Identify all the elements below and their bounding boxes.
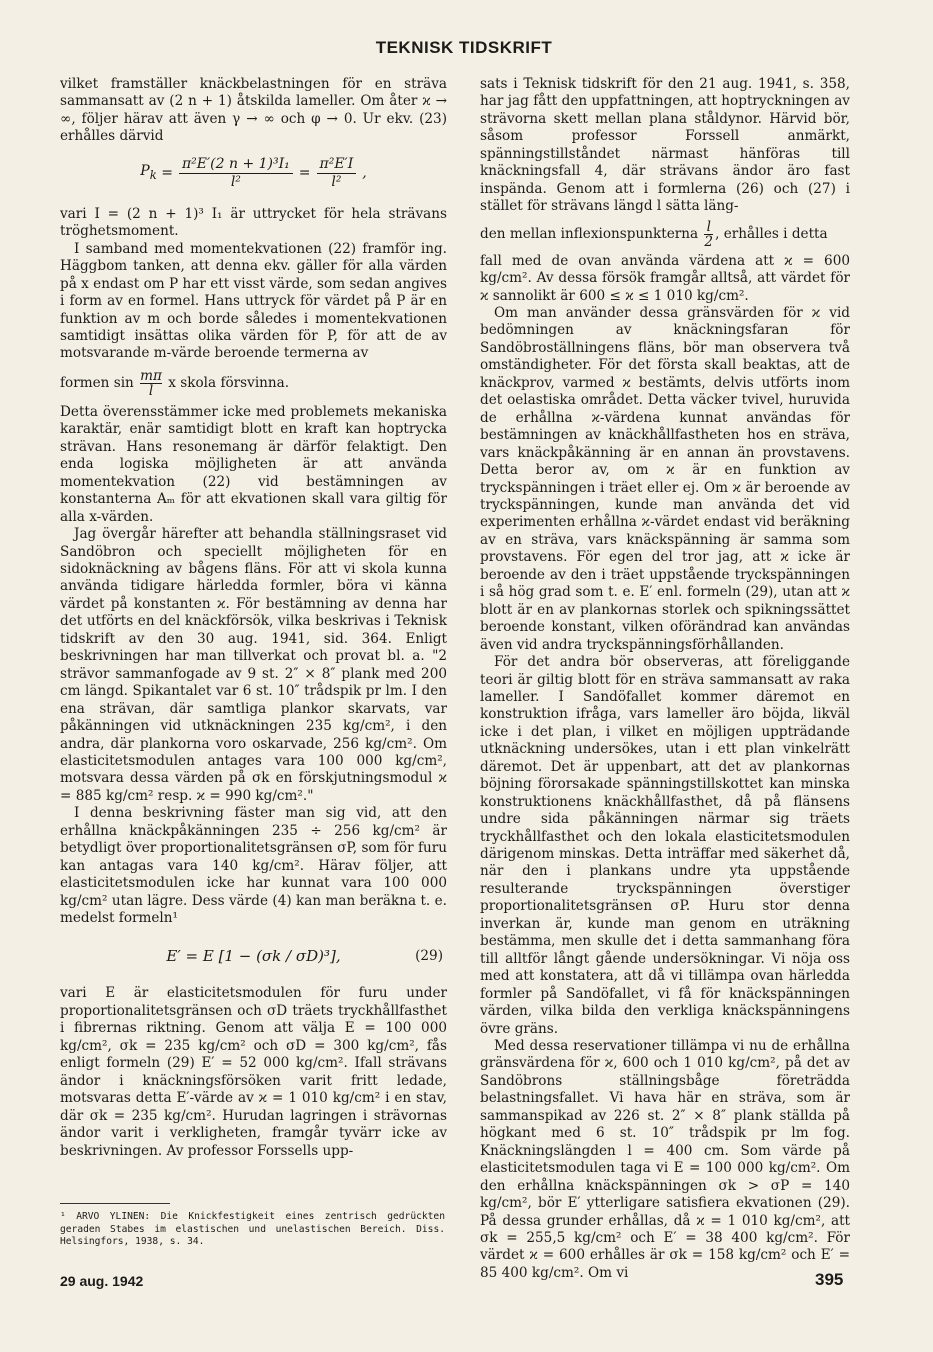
paragraph: vilket framställer knäckbelastningen för en sträva sammansatt av (2 n + 1) åtskilda lameller. Om åter ϰ → ∞, följer härav att även γ → ∞ och φ → 0. Ur ekv. (23) erhålles därvid — [60, 76, 447, 145]
footnote-rule — [60, 1203, 170, 1204]
fraction: $\frac{\text{π²E′I}}{\text{l²}}$ — [317, 156, 357, 192]
paragraph: Om man använder dessa gränsvärden för ϰ vid bedömningen av knäckningsfaran för Sandöbroställningens fläns, bör man observera två omständigheter. För det första skall beaktas, att de knäckprov, varmed ϰ bestämts, delvis utförts inom det oelastiska området. Detta väcker tvivel, huruvida de erhållna ϰ-värdena kunnat användas för bestämningen av knäckhållfastheten hos en sträva, vars knäckpåkänning är en annan än provstavens. Detta beror av, om ϰ är en funktion av tryckspänningen i träet eller ej. Om ϰ är beroende av tryckspänningen, kunde man använda det vid experimenten erhållna ϰ-värdet endast vid beräkning av en sträva, vars knäckspänning är samma som provstavens. För egen del tror jag, att ϰ icke är beroende av den i träet uppstående tryckspänningen i så hög grad som t. e. E′ enl. formeln (29), utan att ϰ blott är en av plankornas storlek och spikningssättet beroende konstant, vilken oförändrad kan användas även vid andra tryckspänningsförhållanden. — [480, 304, 850, 653]
paragraph: Med dessa reservationer tillämpa vi nu de erhållna gränsvärdena för ϰ, 600 och 1 010 kg/cm², på det av Sandöbrons ställningsbåge företrädda belastningsfallet. Vi hava här en sträva, som är sammanspikad av 226 st. 2″ × 8″ plank ställda på högkant med 6 st. 10″ trådspik pr lm fog. Knäckningslängden l = 400 cm. Som värde på elasticitetsmodulen taga vi E = 100 000 kg/cm². Om den erhållna knäckspänningen σk > σP = 140 kg/cm², bör E′ ytterligare satisfiera ekvationen (29). På dessa grunder erhållas, då ϰ = 1 010 kg/cm², att σk = 255,5 kg/cm² och E′ = 38 400 kg/cm². För värdet ϰ = 600 erhålles är σk = 158 kg/cm² och E′ = 85 400 kg/cm². Om vi — [480, 1038, 850, 1281]
formula-lhs: $P_k$ — [140, 163, 157, 182]
paragraph: I denna beskrivning fäster man sig vid, att den erhållna knäckpåkänningen 235 ÷ 256 kg/cm² är betydligt över proportionalitetsgränsen σP, som för furu kan antagas vara 140 kg/cm². Härav följer, att elasticitetsmodulen icke har kunnat vara 100 000 kg/cm² utan lägre. Dess värde (4) kan man beräkna t. e. medelst formeln¹ — [60, 805, 447, 927]
paragraph: Detta överensstämmer icke med problemets mekaniska karaktär, enär samtidigt blott en kraft kan hoptrycka strävan. Hans resonemang är därför felaktigt. Den enda logiska möjligheten är att använda momentekvation (22) vid bestämningen av konstanterna Aₘ för att ekvationen skall vara giltig för alla x-värden. — [60, 403, 447, 525]
paragraph: sats i Teknisk tidskrift för den 21 aug. 1941, s. 358, har jag fått den uppfattningen, att hoptryckningen av strävorna skett mellan plana ståldynor. Härvid bör, såsom professor Forssell anmärkt, spänningstillståndet närmast hänföras till knäckningsfall 4, där strävans ändor äro fast inspända. Genom att i formlerna (26) och (27) i stället för strävans längd l sätta läng- — [480, 76, 850, 215]
equation-29: E′ = E [1 − (σk / σD)³], (29) — [60, 929, 447, 983]
formula-pk: $P_k$ = $\frac{\text{π²E′(2 n + 1)³I₁}}{\text{l²}}$ = $\frac{\text{π²E′I}}{\text{l²}}$ , — [140, 155, 367, 191]
paragraph: För det andra bör observeras, att föreliggande teori är giltig blott för en sträva sammansatt av raka lameller. I Sandöfallet kommer däremot en konstruktion ifråga, vars lameller äro böjda, likväl icke i det plan, i vilket en möjligen uppträdande utknäckning undersökes, utan i ett plan vinkelrätt däremot. Det är uppenbart, att det av plankornas böjning förorsakade spänningstillskottet kan minska konstruktionens knäckhållfasthet, då på flänsens undre sida påkänningen närmar sig träets tryckhållfasthet och den lokala elasticitetsmodulen därigenom minskas. Detta inträffar med säkerhet då, när den i plankans undre yta uppstående resulterande tryckspänningen överstiger proportionalitetsgränsen σP. Huru stor denna inverkan är, kunde man genom en uträkning bestämma, men skulle det i detta sammanhang föra till alltför långt gående undersökningar. Vi nöja oss med att konstatera, att då vi tillämpa ovan härledda formler på Sandöfallet, vi få för knäckspänningen värden, vilka bilda den verkliga knäckspänningens övre gräns. — [480, 654, 850, 1037]
page-number: 395 — [815, 1270, 844, 1289]
right-column — [480, 76, 850, 1282]
footer-date: 29 aug. 1942 — [60, 1273, 144, 1289]
paragraph: vari I = (2 n + 1)³ I₁ är uttrycket för hela strävans tröghetsmoment. — [60, 205, 447, 240]
fraction: $\frac{\text{π²E′(2 n + 1)³I₁}}{\text{l²}}$ — [179, 156, 293, 192]
fraction: $\frac{l}{2}$ — [704, 218, 714, 250]
fraction: $\frac{m\pi}{l}$ — [140, 367, 162, 399]
journal-header: TEKNISK TIDSKRIFT — [375, 38, 553, 57]
paragraph: vari E är elasticitetsmodulen för furu under proportionalitetsgränsen och σD träets tryckhållfasthet i fibrernas riktning. Genom att välja E = 100 000 kg/cm², σk = 235 kg/cm² och σD = 300 kg/cm², fås enligt formeln (29) E′ = 52 000 kg/cm². Ifall strävans ändor i knäckningsförsöken varit fritt ledade, motsvaras detta E′-värde av ϰ = 1 010 kg/cm² i en stav, där σk = 235 kg/cm². Hurudan lagringen i strävornas ändor varit i verkligheten, framgår tyvärr icke av beskrivningen. Av professor Forssells upp- — [60, 985, 447, 1159]
paragraph: I samband med momentekvationen (22) framför ing. Häggbom tanken, att denna ekv. gäller för alla värden på x endast om P har ett visst värde, som sedan angives i form av en formel. Hans uttryck för värdet på P är en funktion av m och borde således i momentekvationen samtidigt insättas olika värden för P, för att de av motsvarande m-värde beroende termerna av — [60, 240, 447, 362]
paragraph-formula-inline: den mellan inflexionspunkterna $\frac{l}{2}$ , erhålles i detta — [480, 218, 828, 250]
paragraph: fall med de ovan använda värdena att ϰ = 600 kg/cm². Av dessa försök framgår alltså, att värdet för ϰ sannolikt är 600 ≤ ϰ ≤ 1 010 kg/cm². — [480, 252, 850, 304]
left-column — [60, 76, 447, 1160]
paragraph: Jag övergår härefter att behandla ställningsraset vid Sandöbron och speciellt möjligheten för en sidoknäckning av bågens fläns. För att vi skola kunna använda tidigare härledda formler, böra vi känna värdet på konstanten ϰ. För bestämning av denna har det utförts en del knäckförsök, vilka beskrivas i Teknisk tidskrift av den 30 aug. 1941, sid. 364. Enligt beskrivningen har man tillverkat och provat bl. a. "2 strävor sammanfogade av 9 st. 2″ × 8″ plank med 200 cm längd. Spikantalet var 6 st. 10″ trådspik pr lm. I den ena strävan, där samtliga plankor skarvats, var påkänningen vid utknäckningen 235 kg/cm², i den andra, där plankorna voro oskarvade, 256 kg/cm². Om elasticitetsmodulen antages vara 100 000 kg/cm², motsvara dessa värden på σk en förskjutningsmodul ϰ = 885 kg/cm² resp. ϰ = 990 kg/cm²." — [60, 526, 447, 804]
paragraph-formula-inline: formen sin $\frac{m\pi}{l}$ x skola försvinna. — [60, 367, 290, 399]
footnote: ¹ ARVO YLINEN: Die Knickfestigkeit eines zentrisch gedrückten geraden Stabes im elastischen und unelastischen Bereich. Diss. Helsingfors, 1938, s. 34. — [60, 1211, 445, 1247]
equation-number: (29) — [415, 948, 443, 965]
